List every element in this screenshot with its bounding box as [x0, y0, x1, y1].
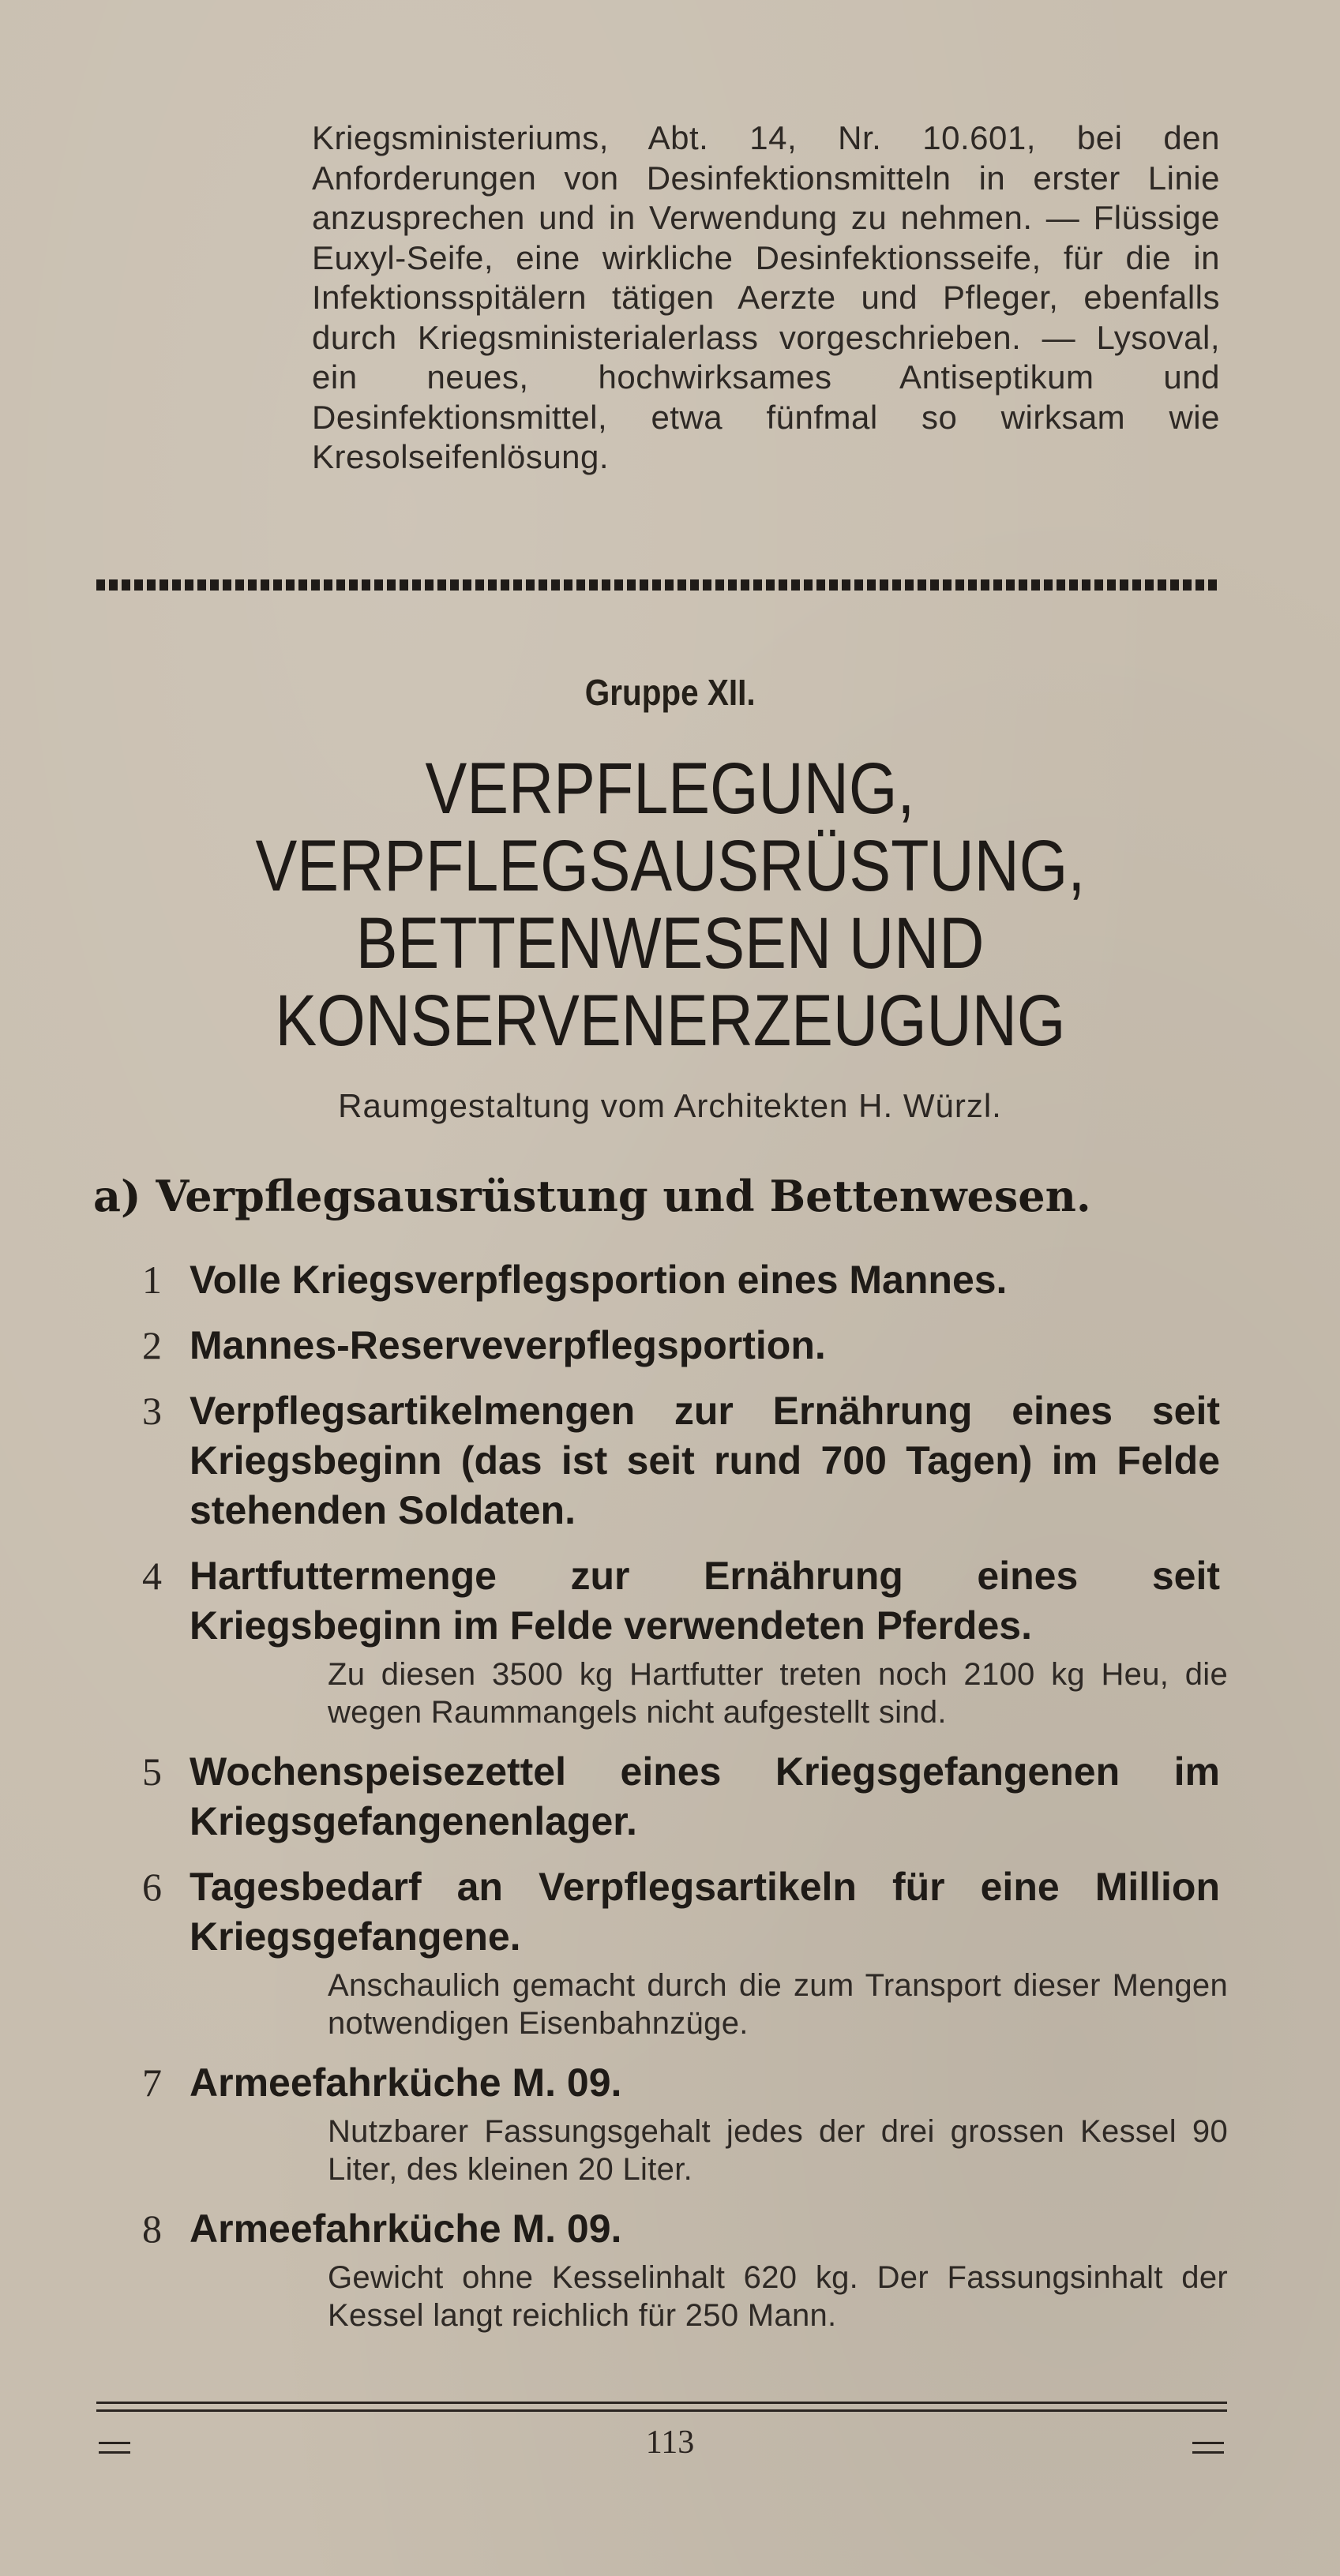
- page-number: 113: [645, 2424, 695, 2461]
- list-item: [118, 1386, 1224, 1535]
- item-note: Nutzbarer Fassungsgehalt jedes der drei grossen Kessel 90 Liter, des kleinen 20 Liter.: [328, 2114, 1228, 2187]
- exhibit-list: [118, 1255, 1228, 2350]
- item-number: 7: [142, 2060, 162, 2105]
- group-label: [0, 671, 1340, 714]
- footer-rule-top: [96, 2402, 1227, 2404]
- item-number: 1: [142, 1258, 162, 1302]
- list-item: [118, 1321, 1224, 1370]
- list-item: [118, 2204, 1228, 2334]
- subtitle: Raumgestaltung vom Architekten H. Würzl.: [338, 1087, 1002, 1124]
- list-item: [118, 1747, 1224, 1847]
- item-label: Verpflegsartikelmengen zur Ernährung eines seit Kriegsbeginn (das ist seit rund 700 Tagen) im Felde stehenden Soldaten.: [190, 1389, 1220, 1532]
- list-item: [118, 1255, 1224, 1305]
- section-heading: a) Verpflegsausrüstung und Bettenwesen.: [93, 1171, 1091, 1221]
- title-line: VERPFLEGUNG,: [425, 748, 915, 829]
- item-number: 6: [142, 1865, 162, 1909]
- list-item: [118, 2058, 1228, 2188]
- title-line: KONSERVENERZEUGUNG: [275, 981, 1065, 1061]
- item-number: 4: [142, 1554, 162, 1598]
- list-item: [118, 1551, 1228, 1731]
- group-label-text: Gruppe XII.: [584, 672, 756, 713]
- item-label: Tagesbedarf an Verpflegsartikeln für eine Million Kriegsgefangene.: [190, 1865, 1220, 1959]
- title-line: VERPFLEGSAUSRÜSTUNG,: [255, 826, 1085, 906]
- item-note: Gewicht ohne Kesselinhalt 620 kg. Der Fassungsinhalt der Kessel langt reichlich für 250 Mann.: [328, 2260, 1228, 2333]
- item-label: Volle Kriegsverpflegsportion eines Mannes.: [190, 1258, 1008, 1302]
- title-line: BETTENWESEN UND: [355, 903, 985, 984]
- item-label: Wochenspeisezettel eines Kriegsgefangenen im Kriegsgefangenenlager.: [190, 1749, 1220, 1843]
- item-number: 8: [142, 2207, 162, 2251]
- dotted-separator: [96, 579, 1219, 591]
- list-item: [118, 1862, 1228, 2042]
- item-label: Hartfuttermenge zur Ernährung eines seit Kriegsbeginn im Felde verwendeten Pferdes.: [190, 1554, 1220, 1648]
- item-note: Anschaulich gemacht durch die zum Transport dieser Mengen notwendigen Eisenbahnzüge.: [328, 1968, 1228, 2041]
- item-label: Armeefahrküche M. 09.: [190, 2060, 622, 2105]
- intro-paragraph: Kriegsministeriums, Abt. 14, Nr. 10.601, bei den Anforderungen von Desinfektionsmitteln in erster Linie anzusprechen und in Verwendung zu nehmen. — Flüssige Euxyl-Seife, eine wirkliche Desinfektionsseife, für die in Infektionsspitälern tätigen Aerzte und Pfleger, ebenfalls durch Kriegsministerialerlass vorgeschrieben. — Lysoval, ein neues, hochwirksames Antiseptikum und Desinfektionsmittel, etwa fünfmal so wirksam wie Kresolseifenlösung.: [312, 119, 1220, 475]
- item-number: 3: [142, 1389, 162, 1433]
- page-title: [0, 750, 1340, 1059]
- item-label: Armeefahrküche M. 09.: [190, 2207, 622, 2251]
- item-number: 5: [142, 1749, 162, 1794]
- item-label: Mannes-Reserveverpflegsportion.: [190, 1323, 826, 1367]
- item-number: 2: [142, 1323, 162, 1367]
- item-note: Zu diesen 3500 kg Hartfutter treten noch 2100 kg Heu, die wegen Raummangels nicht aufgestellt sind.: [328, 1657, 1228, 1730]
- footer-rule-bottom: [96, 2409, 1227, 2412]
